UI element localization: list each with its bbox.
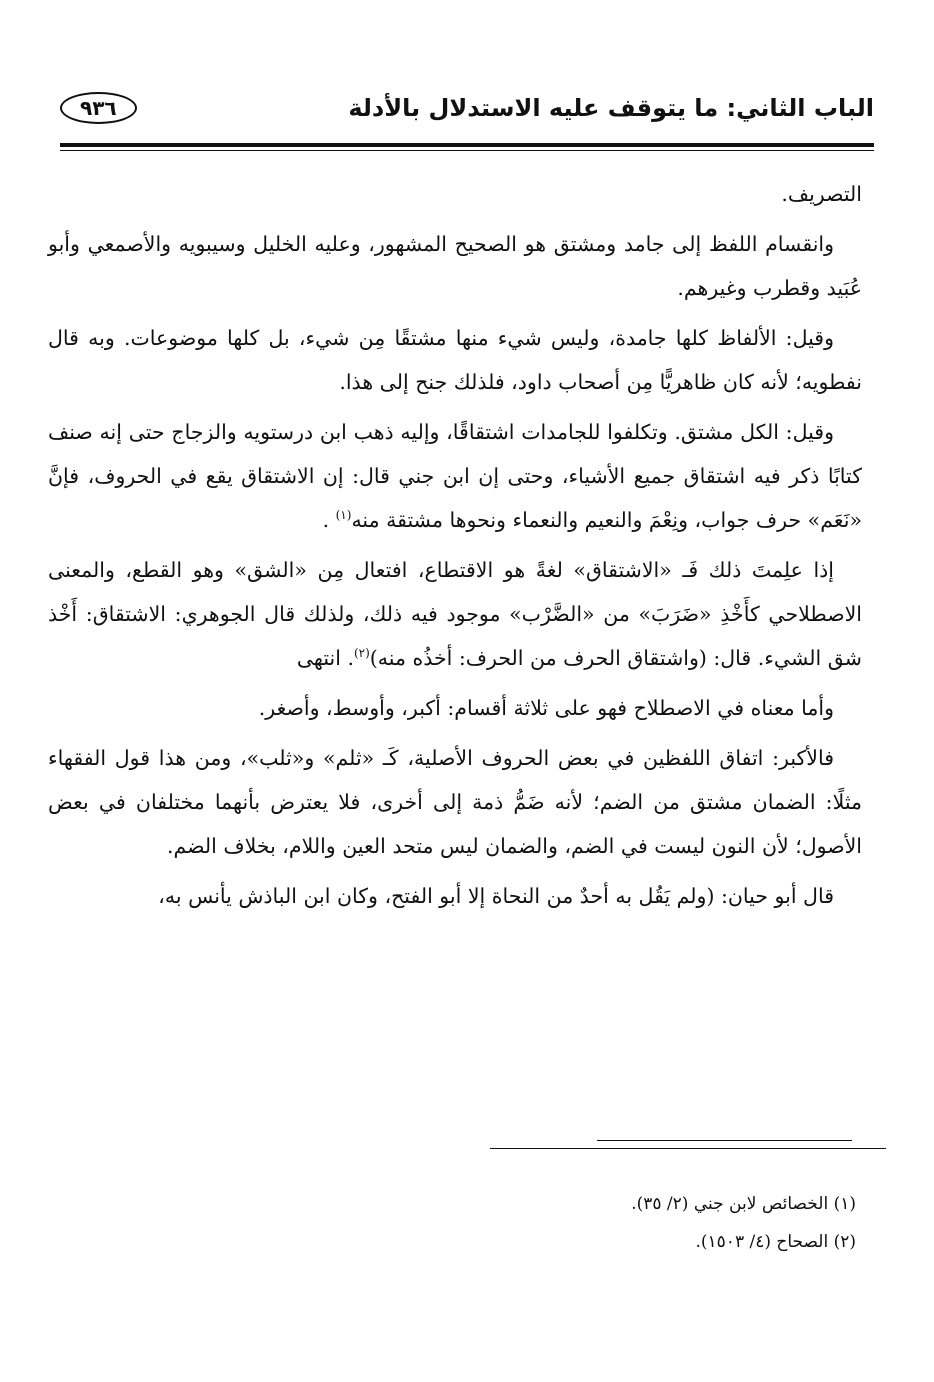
paragraph-end: . انتهى	[296, 646, 354, 670]
paragraph: فالأكبر: اتفاق اللفظين في بعض الحروف الأصلية، كَـ «ثلم» و«ثلب»، ومن هذا قول الفقهاء مثلًا: الضمان مشتق من الضم؛ لأنه ضَمُّ ذمة إلى أخرى، فلا يعترض بأنهما مختلفان في بعض الأصول؛ لأن النون ليست في الضم، والضمان ليس متحد العين واللام، بخلاف الضم.	[48, 746, 862, 858]
paragraph: وأما معناه في الاصطلاح فهو على ثلاثة أقسام: أكبر، وأوسط، وأصغر.	[258, 696, 834, 720]
footnote-marker: (١)	[335, 508, 352, 523]
footnote-marker: (٢)	[353, 646, 370, 661]
paragraph: وانقسام اللفظ إلى جامد ومشتق هو الصحيح المشهور، وعليه الخليل وسيبويه والأصمعي وأبو عُبَيد وقطرب وغيرهم.	[48, 232, 862, 300]
paragraph	[48, 548, 862, 680]
paragraph-text: إذا علِمتَ ذلك فَـ «الاشتقاق» لغةً هو الاقتطاع، افتعال مِن «الشق» وهو القطع، والمعنى الاصطلاحي كأَخْذِ «ضَرَبَ» من «الضَّرْب» موجود فيه ذلك، ولذلك قال الجوهري: الاشتقاق: أَخْذ شق الشيء. قال: (واشتقاق الحرف من الحرف: أخذُه منه)	[48, 558, 862, 670]
body-text	[48, 172, 862, 918]
footnote: (٢) الصحاح (٤/ ١٥٠٣).	[695, 1232, 856, 1252]
header-rule-thin	[60, 150, 874, 151]
paragraph: قال أبو حيان: (ولم يَقُل به أحدٌ من النحاة إلا أبو الفتح، وكان ابن الباذش يأنس به،	[158, 884, 834, 908]
paragraph: التصريف.	[781, 182, 862, 206]
footnote-separator	[490, 1148, 886, 1149]
quote-underline	[597, 1140, 852, 1141]
paragraph-end: .	[322, 508, 336, 532]
paragraph	[48, 410, 862, 542]
page-header	[60, 88, 874, 144]
running-title: الباب الثاني: ما يتوقف عليه الاستدلال بالأدلة	[348, 94, 874, 122]
footnotes	[48, 1185, 856, 1261]
header-rule-thick	[60, 143, 874, 147]
paragraph-text: وقيل: الكل مشتق. وتكلفوا للجامدات اشتقاقًا، وإليه ذهب ابن درستويه والزجاج حتى إنه صنف كتابًا ذكر فيه اشتقاق جميع الأشياء، وحتى إن ابن جني قال: إن الاشتقاق يقع في الحروف، فإنَّ «نَعَم» حرف جواب، ونِعْمَ والنعيم والنعماء ونحوها مشتقة منه	[48, 420, 862, 532]
page-number: ٩٣٦	[60, 92, 137, 124]
paragraph: وقيل: الألفاظ كلها جامدة، وليس شيء منها مشتقًا مِن شيء، بل كلها موضوعات. وبه قال نفطويه؛ لأنه كان ظاهريًّا مِن أصحاب داود، فلذلك جنح إلى هذا.	[48, 326, 862, 394]
footnote: (١) الخصائص لابن جني (٢/ ٣٥).	[631, 1194, 856, 1214]
